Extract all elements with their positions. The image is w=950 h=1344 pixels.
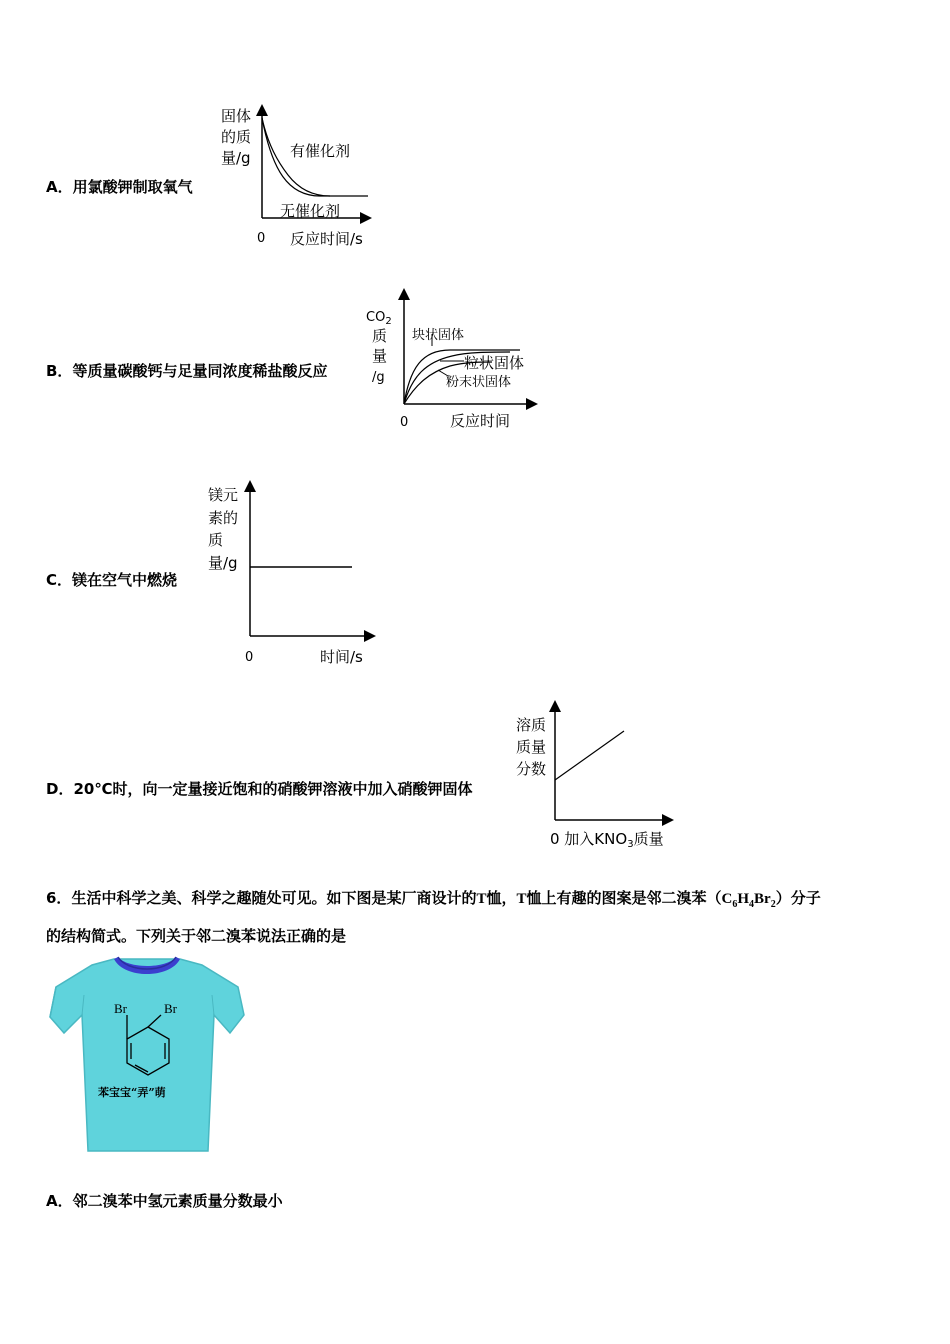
option-letter: B．: [46, 362, 73, 380]
option-text: 用氯酸钾制取氧气: [72, 178, 193, 196]
y-label-co2: $CO_2$: [366, 310, 392, 327]
option-letter: C．: [46, 571, 73, 589]
option-letter: A．: [46, 1192, 73, 1210]
br-label-2: Br: [164, 1001, 177, 1016]
option-text: 等质量碳酸钙与足量同浓度稀盐酸反应: [72, 362, 328, 380]
question-text: 恤，: [486, 889, 517, 907]
y-label-line3: 质: [208, 531, 224, 549]
y-label-line2: 素的: [208, 509, 239, 527]
y-label-line4: 量/g: [208, 554, 238, 572]
t-letter: T: [476, 891, 487, 907]
tshirt-image: [48, 955, 248, 1155]
curve-label-powder: 粉末状固体: [446, 375, 512, 390]
question-text: 恤上有趣的图案是邻二溴苯（: [526, 889, 722, 907]
y-label-line2: 的质: [221, 128, 252, 146]
y-label-line3: 量/g: [221, 149, 251, 167]
curve-label-1: 有催化剂: [290, 142, 351, 160]
option-text: 邻二溴苯中氢元素质量分数最小: [72, 1192, 283, 1210]
question-number: 6．: [46, 889, 72, 907]
x-label: 0 加入$KNO_3$质量: [550, 830, 664, 850]
curve-label-lump: 块状固体: [412, 328, 465, 343]
option-a: [46, 176, 193, 197]
origin-label: 0: [400, 415, 409, 430]
graph-a: [210, 100, 390, 250]
y-label-line1: 镁元: [208, 486, 239, 504]
y-label-line2: 质: [372, 327, 388, 345]
x-label: 时间/s: [320, 648, 363, 666]
x-label: 反应时间: [450, 412, 511, 430]
increasing-line: [555, 731, 624, 780]
y-label-line3: 量: [372, 347, 388, 365]
option-b: [46, 360, 327, 381]
chemical-formula: $C_6H_4Br_2$: [721, 891, 776, 910]
option-letter: A．: [46, 178, 73, 196]
curve-label-granular: 粒状固体: [464, 354, 525, 372]
option-text: 20℃时，向一定量接近饱和的硝酸钾溶液中加入硝酸钾固体: [73, 780, 473, 798]
option-text: 镁在空气中燃烧: [72, 571, 178, 589]
origin-label: 0: [257, 231, 266, 246]
y-label-line4: /g: [372, 370, 385, 385]
t-letter: T: [516, 891, 527, 907]
origin-label: 0: [245, 650, 254, 665]
question-6-line-1: [46, 887, 821, 910]
question-6-line-2: 的结构简式。下列关于邻二溴苯说法正确的是: [46, 927, 347, 945]
y-label-line1: 溶质: [516, 716, 547, 734]
tshirt-caption: 苯宝宝“弄”萌: [98, 1086, 166, 1099]
curve-label-2: 无催化剂: [280, 202, 341, 220]
graph-c: [200, 480, 380, 670]
answer-option-a: [46, 1190, 283, 1211]
tshirt-body: [50, 959, 244, 1151]
x-label: 反应时间/s: [290, 230, 363, 248]
option-letter: D．: [46, 780, 74, 798]
graph-d: [510, 700, 690, 855]
option-d: [46, 778, 473, 799]
option-c: [46, 569, 177, 590]
y-label-line2: 质量: [516, 738, 547, 756]
graph-b: [360, 288, 550, 433]
question-text: ）分子: [775, 889, 821, 907]
question-text: 生活中科学之美、科学之趣随处可见。如下图是某厂商设计的: [71, 889, 477, 907]
br-label-1: Br: [114, 1001, 127, 1016]
y-label-line3: 分数: [516, 760, 547, 778]
y-label-line1: 固体: [221, 107, 252, 125]
